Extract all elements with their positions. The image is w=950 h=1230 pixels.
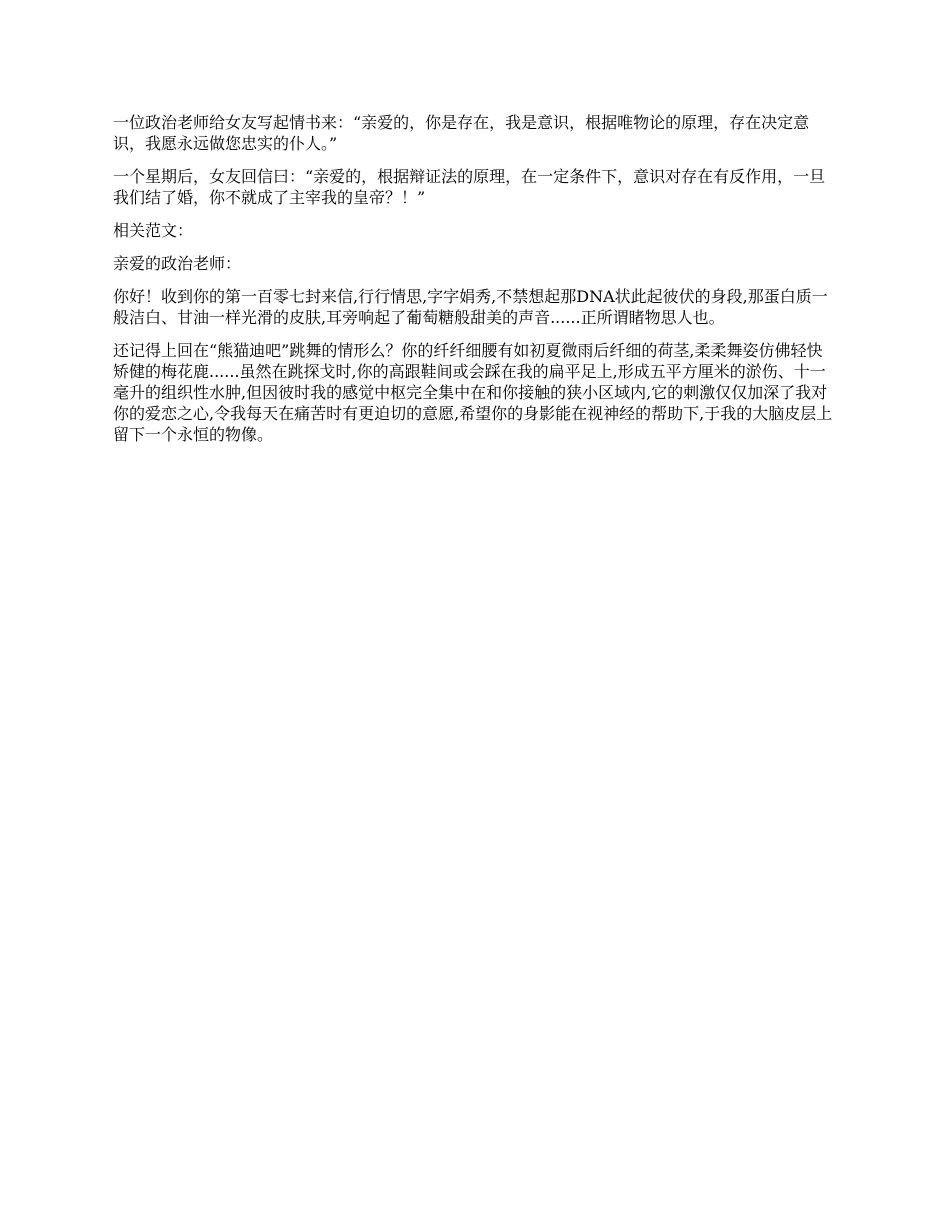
document-body (113, 112, 835, 457)
paragraph-salutation: 亲爱的政治老师： (113, 254, 242, 273)
paragraph-body-two: 还记得上回在“熊猫迪吧”跳舞的情形么？你的纤纤细腰有如初夏微雨后纤细的荷茎,柔柔舞姿仿佛轻快矫健的梅花鹿......虽然在跳探戈时,你的高跟鞋间或会踩在我的扁平足上,形成五平方厘米的淤伤、十一毫升的组织性水肿,但因彼时我的感觉中枢完全集中在和你接触的狭小区域内,它的刺激仅仅加深了我对你的爱恋之心,令我每天在痛苦时有更迫切的意愿,希望你的身影能在视神经的帮助下,于我的大脑皮层上留下一个永恒的物像。 (113, 341, 833, 444)
paragraph-related-heading: 相关范文： (113, 221, 194, 240)
paragraph-opening-letter: 一位政治老师给女友写起情书来：“亲爱的，你是存在，我是意识，根据唯物论的原理，存在决定意识，我愿永远做您忠实的仆人。” (113, 113, 810, 153)
paragraph-reply-letter: 一个星期后，女友回信曰：“亲爱的，根据辩证法的原理，在一定条件下，意识对存在有反作用，一旦我们结了婚，你不就成了主宰我的皇帝？！” (113, 167, 826, 207)
paragraph-body-one: 你好！收到你的第一百零七封来信,行行情思,字字娟秀,不禁想起那DNA状此起彼伏的身段,那蛋白质一般洁白、甘油一样光滑的皮肤,耳旁响起了葡萄糖般甜美的声音......正所谓睹物思人也。 (113, 287, 828, 327)
